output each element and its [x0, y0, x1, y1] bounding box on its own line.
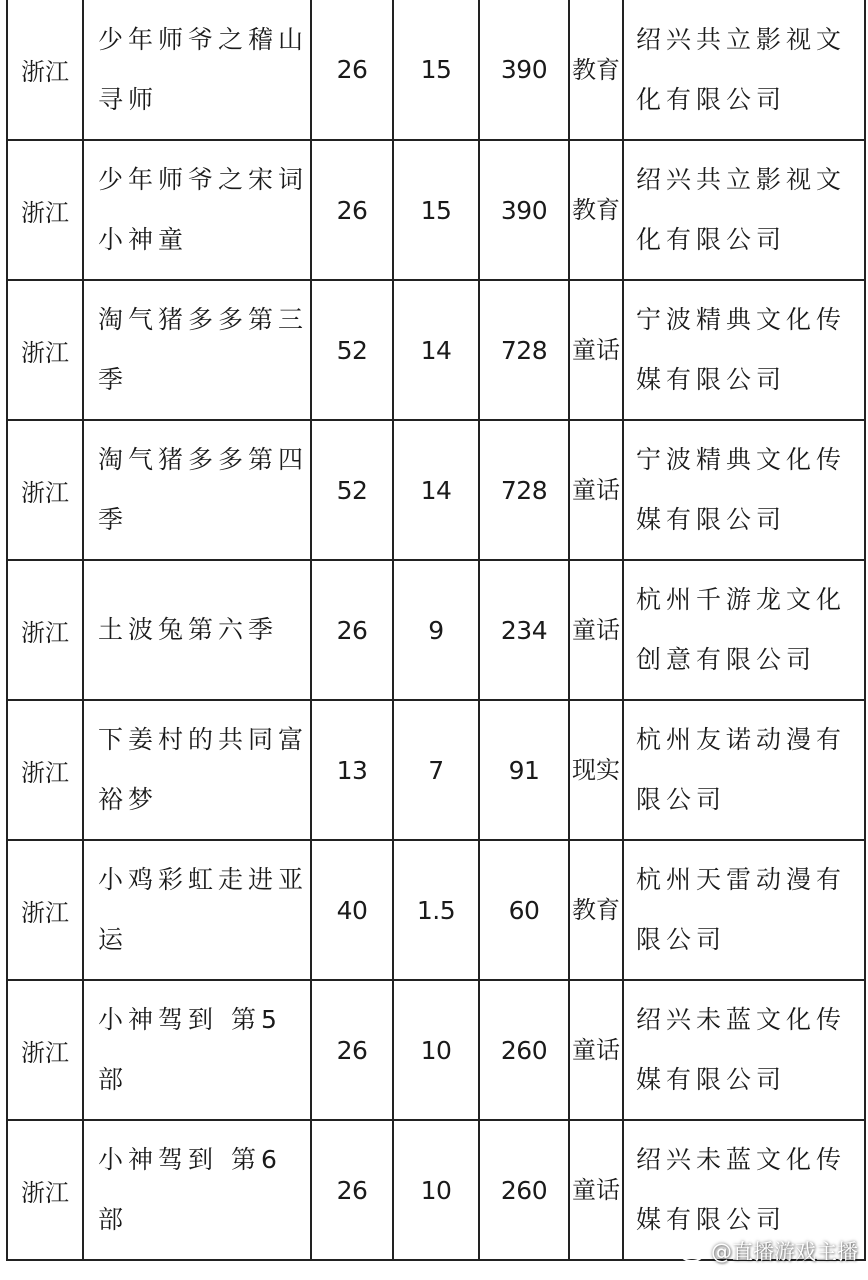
table-row — [7, 560, 865, 700]
episodes-cell: 13 — [311, 700, 393, 840]
title-cell: 少年师爷之宋词小神童 — [83, 140, 311, 280]
table-row — [7, 700, 865, 840]
minutes-per-episode-cell: 15 — [393, 140, 479, 280]
company-cell: 杭州天雷动漫有限公司 — [623, 840, 865, 980]
total-minutes-cell: 260 — [479, 1120, 569, 1260]
province-cell: 浙江 — [7, 840, 83, 980]
minutes-per-episode-cell: 7 — [393, 700, 479, 840]
table-row — [7, 420, 865, 560]
province-cell: 浙江 — [7, 700, 83, 840]
episodes-cell: 40 — [311, 840, 393, 980]
company-cell: 宁波精典文化传媒有限公司 — [623, 280, 865, 420]
company-cell: 绍兴未蓝文化传媒有限公司 — [623, 1120, 865, 1260]
province-cell: 浙江 — [7, 560, 83, 700]
genre-cell: 教育 — [569, 140, 623, 280]
total-minutes-cell: 91 — [479, 700, 569, 840]
total-minutes-cell: 60 — [479, 840, 569, 980]
total-minutes-cell: 260 — [479, 980, 569, 1120]
title-cell: 淘气猪多多第四季 — [83, 420, 311, 560]
drama-list-table — [6, 0, 866, 1261]
total-minutes-cell: 728 — [479, 280, 569, 420]
minutes-per-episode-cell: 14 — [393, 280, 479, 420]
total-minutes-cell: 390 — [479, 0, 569, 140]
company-cell: 绍兴未蓝文化传媒有限公司 — [623, 980, 865, 1120]
minutes-per-episode-cell: 14 — [393, 420, 479, 560]
title-cell: 土波兔第六季 — [83, 560, 311, 700]
province-cell: 浙江 — [7, 420, 83, 560]
minutes-per-episode-cell: 1.5 — [393, 840, 479, 980]
total-minutes-cell: 390 — [479, 140, 569, 280]
episodes-cell: 26 — [311, 140, 393, 280]
weibo-watermark — [679, 1236, 858, 1266]
company-cell: 杭州千游龙文化创意有限公司 — [623, 560, 865, 700]
genre-cell: 童话 — [569, 560, 623, 700]
province-cell: 浙江 — [7, 980, 83, 1120]
minutes-per-episode-cell: 10 — [393, 1120, 479, 1260]
genre-cell: 童话 — [569, 980, 623, 1120]
watermark-text: @直播游戏主播 — [711, 1240, 858, 1264]
title-cell: 少年师爷之稽山寻师 — [83, 0, 311, 140]
title-cell: 小鸡彩虹走进亚运 — [83, 840, 311, 980]
table-body — [7, 0, 865, 1260]
table-row — [7, 140, 865, 280]
episodes-cell: 26 — [311, 0, 393, 140]
title-cell: 小神驾到 第6部 — [83, 1120, 311, 1260]
episodes-cell: 26 — [311, 560, 393, 700]
weibo-logo-icon — [679, 1242, 709, 1262]
title-cell: 下姜村的共同富裕梦 — [83, 700, 311, 840]
company-cell: 绍兴共立影视文化有限公司 — [623, 140, 865, 280]
table-row — [7, 0, 865, 140]
table-row — [7, 980, 865, 1120]
genre-cell: 教育 — [569, 0, 623, 140]
title-cell: 小神驾到 第5部 — [83, 980, 311, 1120]
province-cell: 浙江 — [7, 140, 83, 280]
province-cell: 浙江 — [7, 0, 83, 140]
table-row — [7, 280, 865, 420]
minutes-per-episode-cell: 15 — [393, 0, 479, 140]
genre-cell: 童话 — [569, 280, 623, 420]
company-cell: 绍兴共立影视文化有限公司 — [623, 0, 865, 140]
province-cell: 浙江 — [7, 1120, 83, 1260]
total-minutes-cell: 234 — [479, 560, 569, 700]
minutes-per-episode-cell: 10 — [393, 980, 479, 1120]
table-row — [7, 840, 865, 980]
episodes-cell: 26 — [311, 1120, 393, 1260]
company-cell: 宁波精典文化传媒有限公司 — [623, 420, 865, 560]
title-cell: 淘气猪多多第三季 — [83, 280, 311, 420]
genre-cell: 现实 — [569, 700, 623, 840]
genre-cell: 童话 — [569, 420, 623, 560]
episodes-cell: 52 — [311, 280, 393, 420]
minutes-per-episode-cell: 9 — [393, 560, 479, 700]
total-minutes-cell: 728 — [479, 420, 569, 560]
province-cell: 浙江 — [7, 280, 83, 420]
episodes-cell: 26 — [311, 980, 393, 1120]
company-cell: 杭州友诺动漫有限公司 — [623, 700, 865, 840]
genre-cell: 童话 — [569, 1120, 623, 1260]
episodes-cell: 52 — [311, 420, 393, 560]
genre-cell: 教育 — [569, 840, 623, 980]
